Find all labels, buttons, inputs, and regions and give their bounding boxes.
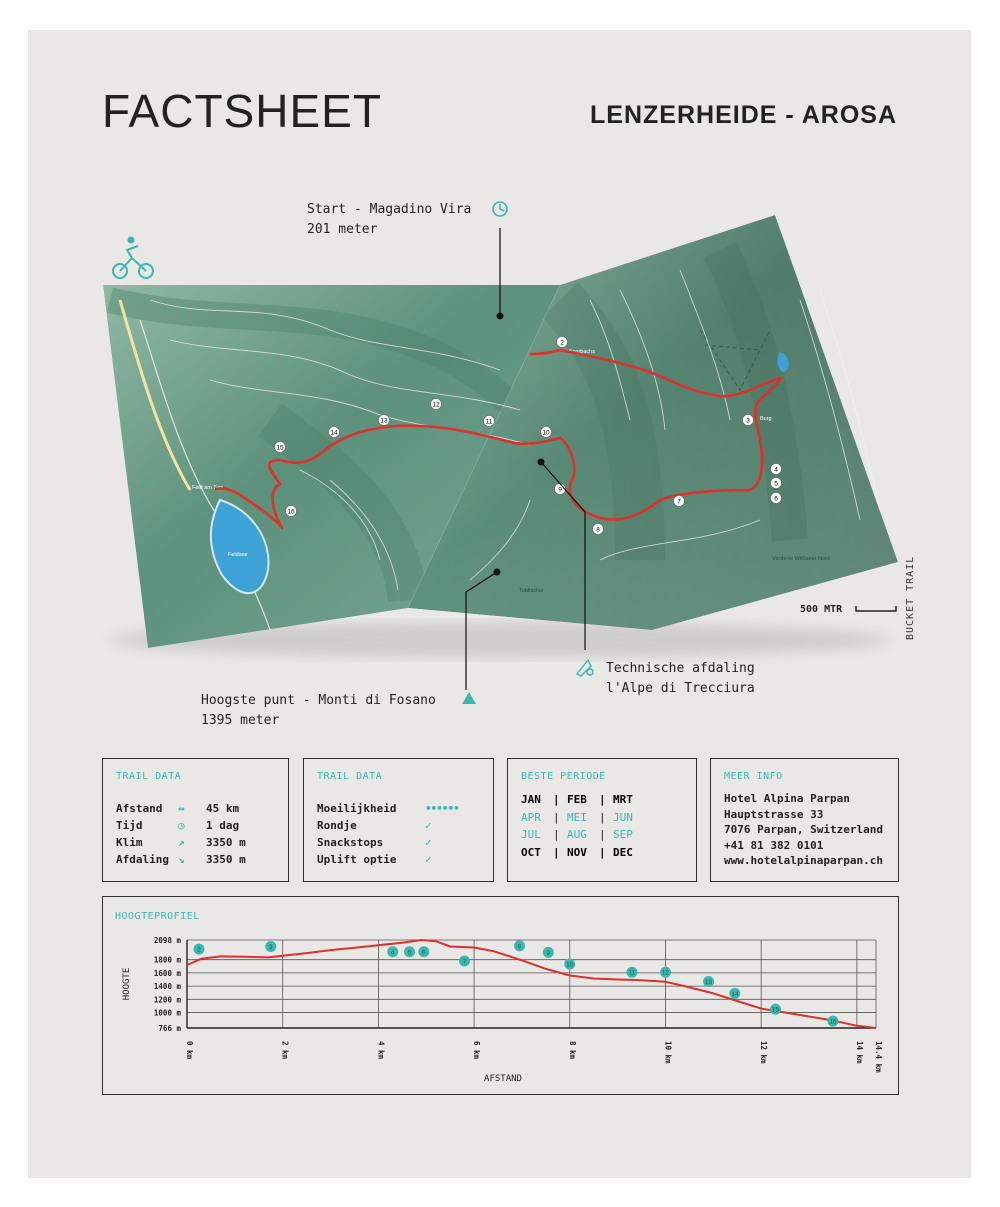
highest-callout-title: Hoogste punt - Monti di Fosano bbox=[201, 693, 436, 708]
start-callout-value: 201 meter bbox=[307, 222, 378, 237]
phone-number[interactable]: +41 81 382 0101 bbox=[724, 838, 824, 852]
trail-data-row: Tijd ◷ 1 dag bbox=[116, 819, 240, 832]
trail-data-row: Afstand ↔ 45 km bbox=[116, 802, 240, 815]
box-title: MEER INFO bbox=[724, 771, 783, 782]
highest-callout bbox=[201, 691, 436, 731]
mountain-icon bbox=[462, 692, 476, 704]
elevation-chart bbox=[103, 897, 900, 1096]
check-icon: ✓ bbox=[425, 819, 432, 832]
waypoint-marker bbox=[555, 484, 566, 495]
svg-text:12: 12 bbox=[432, 401, 440, 409]
meer-info-box bbox=[710, 758, 899, 882]
waypoint-marker-label: 8 bbox=[517, 943, 522, 951]
waypoint-marker-label: 4 bbox=[390, 949, 395, 957]
start-callout bbox=[307, 200, 471, 240]
clock-icon: ◷ bbox=[178, 819, 185, 832]
svg-text:3: 3 bbox=[746, 417, 750, 425]
x-tick-label: 14.4 km bbox=[874, 1041, 883, 1073]
address-line: Hauptstrasse 33 bbox=[724, 807, 824, 821]
route-title: LENZERHEIDE - AROSA bbox=[590, 101, 897, 129]
waypoint-marker bbox=[379, 415, 390, 426]
y-tick-label: 1000 m bbox=[153, 1008, 181, 1018]
waypoint-marker bbox=[771, 464, 782, 475]
waypoint-marker-label: 6 bbox=[422, 949, 426, 957]
trail-data-row: Afdaling ↘ 3350 m bbox=[116, 853, 246, 866]
address-line: 7076 Parpan, Switzerland bbox=[724, 823, 883, 836]
waypoint-marker bbox=[329, 427, 340, 438]
trail-data-row: Klim ↗ 3350 m bbox=[116, 836, 246, 849]
waypoint-marker-label: 5 bbox=[407, 949, 412, 957]
waypoint-marker bbox=[771, 493, 782, 504]
svg-text:16: 16 bbox=[287, 508, 295, 516]
month-row: JUL | AUG | SEP bbox=[521, 828, 633, 841]
month-row: APR | MEI | JUN bbox=[521, 810, 633, 824]
waypoint-marker-label: 3 bbox=[268, 943, 273, 951]
check-icon: ✓ bbox=[425, 836, 432, 849]
box-title: BESTE PERIODE bbox=[521, 771, 606, 782]
waypoint-marker-label: 7 bbox=[462, 958, 467, 966]
waypoint-marker bbox=[557, 337, 568, 348]
clock-icon bbox=[493, 202, 507, 216]
trail-feature-row: Uplift optie ✓ bbox=[317, 853, 432, 866]
waypoint-marker-label: 14 bbox=[731, 990, 739, 998]
waypoint-marker bbox=[275, 442, 286, 453]
trail-feature-row: Moeilijkheid •••••• bbox=[317, 802, 459, 815]
elevation-line bbox=[187, 940, 876, 1028]
page-title: FACTSHEET bbox=[102, 85, 382, 137]
scale-label: 500 MTR bbox=[800, 604, 843, 615]
elevation-profile-box bbox=[102, 896, 899, 1095]
start-callout-title: Start - Magadino Vira bbox=[307, 202, 472, 217]
technical-descent-icon bbox=[577, 660, 593, 676]
chart-title: HOOGTEPROFIEL bbox=[115, 911, 200, 922]
map-label: Feld am See bbox=[192, 485, 224, 491]
waypoint-marker bbox=[771, 478, 782, 489]
hotel-name: Hotel Alpina Parpan bbox=[724, 792, 850, 805]
trail-feature-row: Rondje ✓ bbox=[317, 819, 432, 832]
x-tick-label: 12 km bbox=[759, 1041, 769, 1064]
y-axis-label: HOOGTE bbox=[122, 967, 132, 1001]
technical-callout-value: l'Alpe di Trecciura bbox=[606, 681, 755, 696]
x-tick-label: 10 km bbox=[663, 1041, 673, 1064]
website-link[interactable]: www.hotelalpinaparpan.ch bbox=[724, 854, 883, 867]
map-label: Feldsee bbox=[228, 552, 248, 558]
waypoint-marker bbox=[743, 415, 754, 426]
svg-text:5: 5 bbox=[774, 480, 778, 488]
check-icon: ✓ bbox=[425, 853, 432, 866]
waypoint-marker bbox=[541, 427, 552, 438]
box-title: TRAIL DATA bbox=[317, 771, 383, 782]
waypoint-marker-label: 13 bbox=[704, 978, 713, 986]
distance-arrows-icon: ↔ bbox=[178, 802, 185, 815]
start-point-dot bbox=[497, 313, 504, 320]
waypoint-marker bbox=[484, 416, 495, 427]
cyclist-icon bbox=[113, 237, 153, 279]
trail-features-box bbox=[303, 758, 494, 882]
side-label: BUCKET TRAIL bbox=[905, 555, 916, 640]
x-tick-label: 6 km bbox=[472, 1041, 482, 1060]
svg-text:6: 6 bbox=[774, 495, 778, 503]
map-label: Tobitscher bbox=[519, 588, 545, 594]
technical-callout-title: Technische afdaling bbox=[606, 661, 755, 676]
arrow-down-right-icon: ↘ bbox=[178, 853, 185, 866]
x-tick-label: 2 km bbox=[280, 1041, 290, 1060]
map-label: Vorderer Wißlaner Nock bbox=[772, 556, 831, 562]
difficulty-dots-icon: •••••• bbox=[425, 802, 459, 815]
waypoint-marker bbox=[286, 506, 297, 517]
waypoint-marker-label: 10 bbox=[566, 961, 574, 969]
y-tick-label: 1800 m bbox=[153, 955, 181, 965]
svg-text:2: 2 bbox=[560, 339, 564, 347]
x-tick-label: 0 km bbox=[185, 1041, 194, 1060]
y-tick-label: 1400 m bbox=[153, 982, 181, 992]
x-axis-label: AFSTAND bbox=[484, 1074, 522, 1084]
map-label: Burg bbox=[760, 416, 772, 422]
svg-text:10: 10 bbox=[542, 429, 550, 437]
y-tick-label: 1600 m bbox=[153, 968, 181, 978]
waypoint-marker bbox=[593, 524, 604, 535]
svg-text:9: 9 bbox=[558, 486, 562, 494]
waypoint-marker-label: 12 bbox=[661, 969, 670, 977]
month-row: OCT | NOV | DEC bbox=[521, 845, 633, 859]
svg-text:15: 15 bbox=[276, 444, 284, 452]
x-tick-label: 8 km bbox=[567, 1041, 577, 1060]
svg-text:4: 4 bbox=[774, 466, 778, 474]
arrow-up-right-icon: ↗ bbox=[178, 836, 185, 849]
y-tick-label: 1200 m bbox=[153, 995, 181, 1005]
waypoint-marker bbox=[431, 399, 442, 410]
svg-text:11: 11 bbox=[485, 418, 493, 426]
waypoint-marker bbox=[674, 496, 685, 507]
scale-bar bbox=[856, 606, 896, 611]
svg-text:8: 8 bbox=[596, 526, 600, 534]
waypoint-marker-label: 9 bbox=[546, 949, 551, 957]
highest-point-dot bbox=[494, 569, 501, 576]
svg-text:13: 13 bbox=[380, 417, 388, 425]
trail-data-box bbox=[102, 758, 289, 882]
month-row: JAN | FEB | MRT bbox=[521, 793, 633, 806]
y-tick-label: 766 m bbox=[158, 1024, 181, 1033]
trail-feature-row: Snackstops ✓ bbox=[317, 836, 432, 849]
waypoint-marker-label: 2 bbox=[197, 946, 201, 954]
map-label: Scorbachs bbox=[569, 349, 595, 355]
x-tick-label: 14 km bbox=[854, 1041, 864, 1064]
y-tick-label: 2098 m bbox=[153, 936, 181, 945]
waypoint-marker-label: 11 bbox=[628, 969, 636, 977]
box-title: TRAIL DATA bbox=[116, 771, 182, 782]
svg-text:14: 14 bbox=[330, 429, 338, 437]
highest-callout-value: 1395 meter bbox=[201, 713, 280, 728]
waypoint-marker-label: 15 bbox=[771, 1006, 780, 1014]
x-tick-label: 4 km bbox=[376, 1041, 386, 1060]
technical-callout bbox=[606, 659, 755, 699]
technical-point-dot bbox=[538, 459, 545, 466]
beste-periode-box bbox=[507, 758, 697, 882]
svg-text:7: 7 bbox=[677, 498, 681, 506]
waypoint-marker-label: 16 bbox=[829, 1018, 837, 1026]
